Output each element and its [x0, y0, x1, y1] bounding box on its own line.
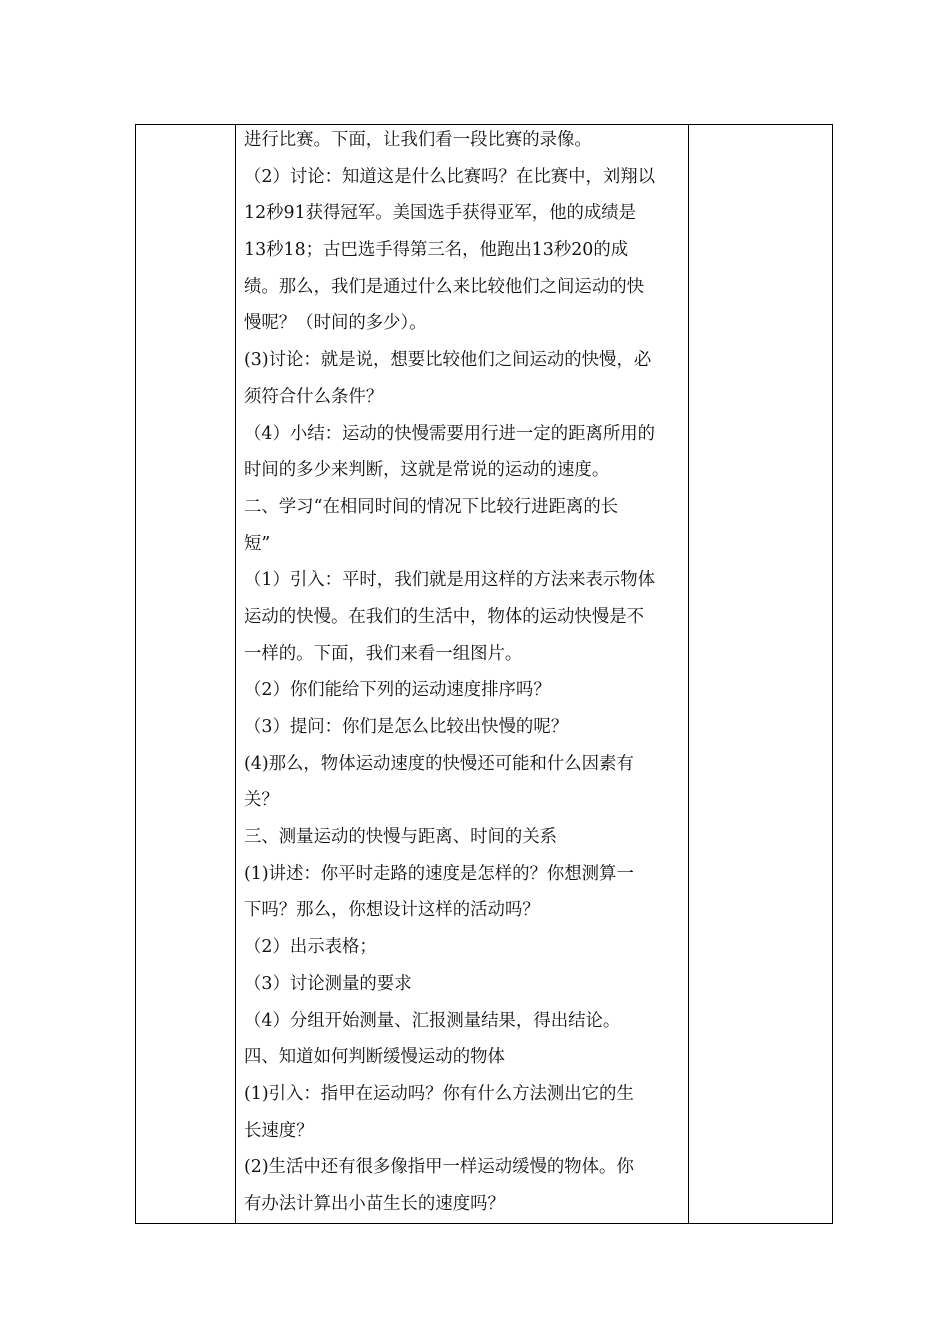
text-line: (4)那么，物体运动速度的快慢还可能和什么因素有 [244, 753, 634, 774]
section-heading: 四、知道如何判断缓慢运动的物体 [244, 1047, 505, 1068]
text-line: 进行比赛。下面，让我们看一段比赛的录像。 [244, 130, 592, 150]
text-line: 一样的。下面，我们来看一组图片。 [244, 643, 523, 664]
right-column-cell [689, 125, 833, 1224]
text-line: (3)讨论：就是说，想要比较他们之间运动的快慢，必 [244, 350, 652, 371]
text-line: 12秒91获得冠军。美国选手获得亚军，他的成绩是 [244, 203, 637, 224]
section-heading: 二、学习“在相同时间的情况下比较行进距离的长 [244, 496, 619, 517]
text-line: 有办法计算出小苗生长的速度吗？ [244, 1193, 505, 1214]
content-column-cell [236, 125, 689, 1224]
text-line: 长速度？ [244, 1120, 314, 1141]
lesson-content [236, 122, 688, 1223]
lesson-plan-table [135, 124, 833, 1224]
text-line: 须符合什么条件？ [244, 386, 384, 407]
text-line: （4）分组开始测量、汇报测量结果，得出结论。 [244, 1010, 621, 1031]
left-column-cell [136, 125, 236, 1224]
section-heading: 短” [244, 533, 271, 554]
text-line: 时间的多少来判断，这就是常说的运动的速度。 [244, 460, 610, 481]
section-heading: 三、测量运动的快慢与距离、时间的关系 [244, 827, 558, 848]
text-line: （3）提问：你们是怎么比较出快慢的呢？ [244, 717, 569, 737]
text-line: （1）引入：平时，我们就是用这样的方法来表示物体 [244, 570, 656, 591]
table-row [136, 125, 833, 1224]
text-line: 13秒18；古巴选手得第三名，他跑出13秒20的成 [244, 240, 629, 261]
text-line: （2）讨论：知道这是什么比赛吗？在比赛中，刘翔以 [244, 166, 656, 187]
text-line: （2）你们能给下列的运动速度排序吗？ [244, 680, 551, 701]
text-line: 运动的快慢。在我们的生活中，物体的运动快慢是不 [244, 606, 644, 627]
text-line: （3）讨论测量的要求 [244, 973, 412, 994]
text-line: （4）小结：运动的快慢需要用行进一定的距离所用的 [244, 423, 656, 444]
text-line: 关？ [244, 790, 279, 811]
text-line: （2）出示表格； [244, 937, 377, 958]
text-line: 下吗？那么，你想设计这样的活动吗？ [244, 900, 540, 921]
text-line: (1)讲述：你平时走路的速度是怎样的？你想测算一 [244, 863, 634, 884]
text-line: 绩。那么，我们是通过什么来比较他们之间运动的快 [244, 276, 644, 297]
text-line: (2)生活中还有很多像指甲一样运动缓慢的物体。你 [244, 1157, 634, 1178]
text-line: 慢呢？（时间的多少）。 [244, 313, 427, 334]
text-line: (1)引入：指甲在运动吗？你有什么方法测出它的生 [244, 1083, 634, 1104]
